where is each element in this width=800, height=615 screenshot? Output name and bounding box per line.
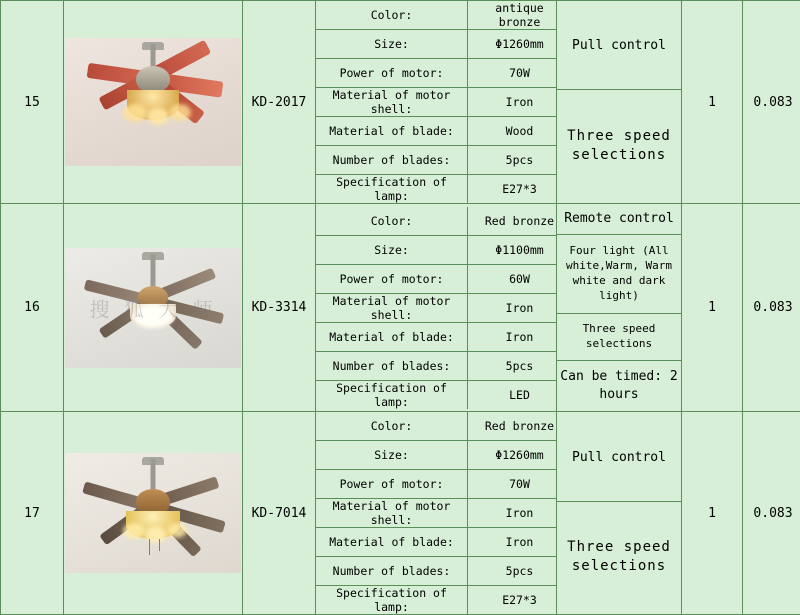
function-row — [557, 501, 681, 612]
spec-key: Material of motor shell: — [316, 293, 468, 322]
function-table — [557, 204, 681, 411]
ceiling-fan-kd-3314-photo — [65, 248, 241, 368]
fan-downrod — [151, 254, 156, 288]
function-text: Pull control — [557, 415, 681, 502]
volume-value: 0.083 — [743, 412, 800, 615]
function-row — [557, 415, 681, 502]
table-row — [1, 204, 800, 412]
spec-value: 5pcs — [468, 557, 572, 586]
row-index: 16 — [1, 204, 64, 412]
spec-row — [316, 351, 571, 380]
spec-value: 5pcs — [468, 146, 572, 175]
product-image-cell — [64, 1, 243, 204]
spec-row — [316, 293, 571, 322]
spec-key: Power of motor: — [316, 470, 468, 499]
spec-key: Number of blades: — [316, 351, 468, 380]
table-row — [1, 1, 800, 204]
spec-row — [316, 412, 571, 441]
spec-key: Size: — [316, 235, 468, 264]
spec-value: Red bronze — [468, 207, 572, 236]
spec-row — [316, 1, 571, 30]
model-number: KD-3314 — [243, 204, 316, 412]
spec-value: 5pcs — [468, 351, 572, 380]
spec-key: Color: — [316, 1, 468, 30]
lamp-glow — [123, 523, 145, 539]
quantity-value: 1 — [682, 1, 743, 204]
spec-key: Number of blades: — [316, 557, 468, 586]
function-cell — [557, 1, 682, 204]
spec-row — [316, 264, 571, 293]
spec-row — [316, 322, 571, 351]
function-text: Four light (All white,Warm, Warm white and dark light) — [557, 235, 681, 314]
function-table — [557, 3, 681, 202]
function-row — [557, 235, 681, 314]
function-text: Can be timed: 2 hours — [557, 361, 681, 412]
function-table — [557, 415, 681, 612]
fan-motor-housing — [136, 66, 170, 92]
function-text: Pull control — [557, 3, 681, 90]
spec-row — [316, 235, 571, 264]
spec-value: LED — [468, 380, 572, 409]
function-text: Remote control — [557, 204, 681, 235]
spec-key: Size: — [316, 441, 468, 470]
spec-value: Φ1100mm — [468, 235, 572, 264]
spec-row — [316, 88, 571, 117]
lamp-glow — [123, 104, 147, 122]
spec-row — [316, 207, 571, 236]
specification-table — [316, 1, 571, 203]
ceiling-fan-kd-7014-photo — [65, 453, 241, 573]
function-row — [557, 361, 681, 412]
spec-value: 60W — [468, 264, 572, 293]
spec-row — [316, 380, 571, 409]
spec-value: Iron — [468, 322, 572, 351]
quantity-value: 1 — [682, 204, 743, 412]
spec-row — [316, 441, 571, 470]
function-text: Three speed selections — [557, 89, 681, 202]
spec-value: Φ1260mm — [468, 441, 572, 470]
ceiling-fan-kd-2017-photo — [65, 38, 241, 166]
spec-row — [316, 557, 571, 586]
specification-cell — [316, 412, 557, 615]
image-watermark: 搜 狐 大 师 — [89, 293, 216, 322]
row-index: 17 — [1, 412, 64, 615]
quantity-value: 1 — [682, 412, 743, 615]
spec-value: Iron — [468, 293, 572, 322]
model-number: KD-7014 — [243, 412, 316, 615]
spec-key: Size: — [316, 30, 468, 59]
specification-cell — [316, 1, 557, 204]
function-row — [557, 204, 681, 235]
spec-key: Color: — [316, 207, 468, 236]
spec-value: antique bronze — [468, 1, 572, 30]
spec-value: 70W — [468, 59, 572, 88]
function-text: Three speed selections — [557, 501, 681, 612]
spec-row — [316, 586, 571, 615]
product-image-cell — [64, 204, 243, 412]
spec-value: Iron — [468, 528, 572, 557]
specification-table — [316, 207, 571, 409]
function-row — [557, 3, 681, 90]
lamp-glow — [169, 104, 191, 121]
product-image-cell — [64, 412, 243, 615]
spec-row — [316, 499, 571, 528]
spec-value: 70W — [468, 470, 572, 499]
spec-key: Color: — [316, 412, 468, 441]
spec-value: Wood — [468, 117, 572, 146]
volume-value: 0.083 — [743, 1, 800, 204]
spec-value: Iron — [468, 88, 572, 117]
function-row — [557, 89, 681, 202]
pull-chain — [149, 539, 150, 555]
spec-key: Material of blade: — [316, 528, 468, 557]
spec-key: Specification of lamp: — [316, 175, 468, 204]
lamp-glow — [167, 523, 187, 538]
spec-key: Material of blade: — [316, 117, 468, 146]
spec-value: Φ1260mm — [468, 30, 572, 59]
spec-row — [316, 117, 571, 146]
spec-key: Material of blade: — [316, 322, 468, 351]
spec-value: E27*3 — [468, 175, 572, 204]
function-text: Three speed selections — [557, 314, 681, 361]
spec-row — [316, 470, 571, 499]
fan-downrod — [151, 459, 156, 489]
spec-key: Power of motor: — [316, 264, 468, 293]
volume-value: 0.083 — [743, 204, 800, 412]
spec-key: Material of motor shell: — [316, 499, 468, 528]
spec-key: Material of motor shell: — [316, 88, 468, 117]
pull-chain — [159, 539, 160, 551]
spec-value: Red bronze — [468, 412, 572, 441]
spec-key: Specification of lamp: — [316, 586, 468, 615]
spec-row — [316, 59, 571, 88]
spec-row — [316, 528, 571, 557]
spec-value: Iron — [468, 499, 572, 528]
spec-row — [316, 175, 571, 204]
spec-row — [316, 30, 571, 59]
spec-key: Number of blades: — [316, 146, 468, 175]
specification-cell — [316, 204, 557, 412]
spec-key: Power of motor: — [316, 59, 468, 88]
function-cell — [557, 412, 682, 615]
spec-value: E27*3 — [468, 586, 572, 615]
spec-row — [316, 146, 571, 175]
row-index: 15 — [1, 1, 64, 204]
lamp-glow — [147, 108, 169, 125]
function-row — [557, 314, 681, 361]
function-cell — [557, 204, 682, 412]
model-number: KD-2017 — [243, 1, 316, 204]
specification-table — [316, 412, 571, 614]
lamp-glow — [133, 306, 173, 328]
spec-key: Specification of lamp: — [316, 380, 468, 409]
table-row — [1, 412, 800, 615]
